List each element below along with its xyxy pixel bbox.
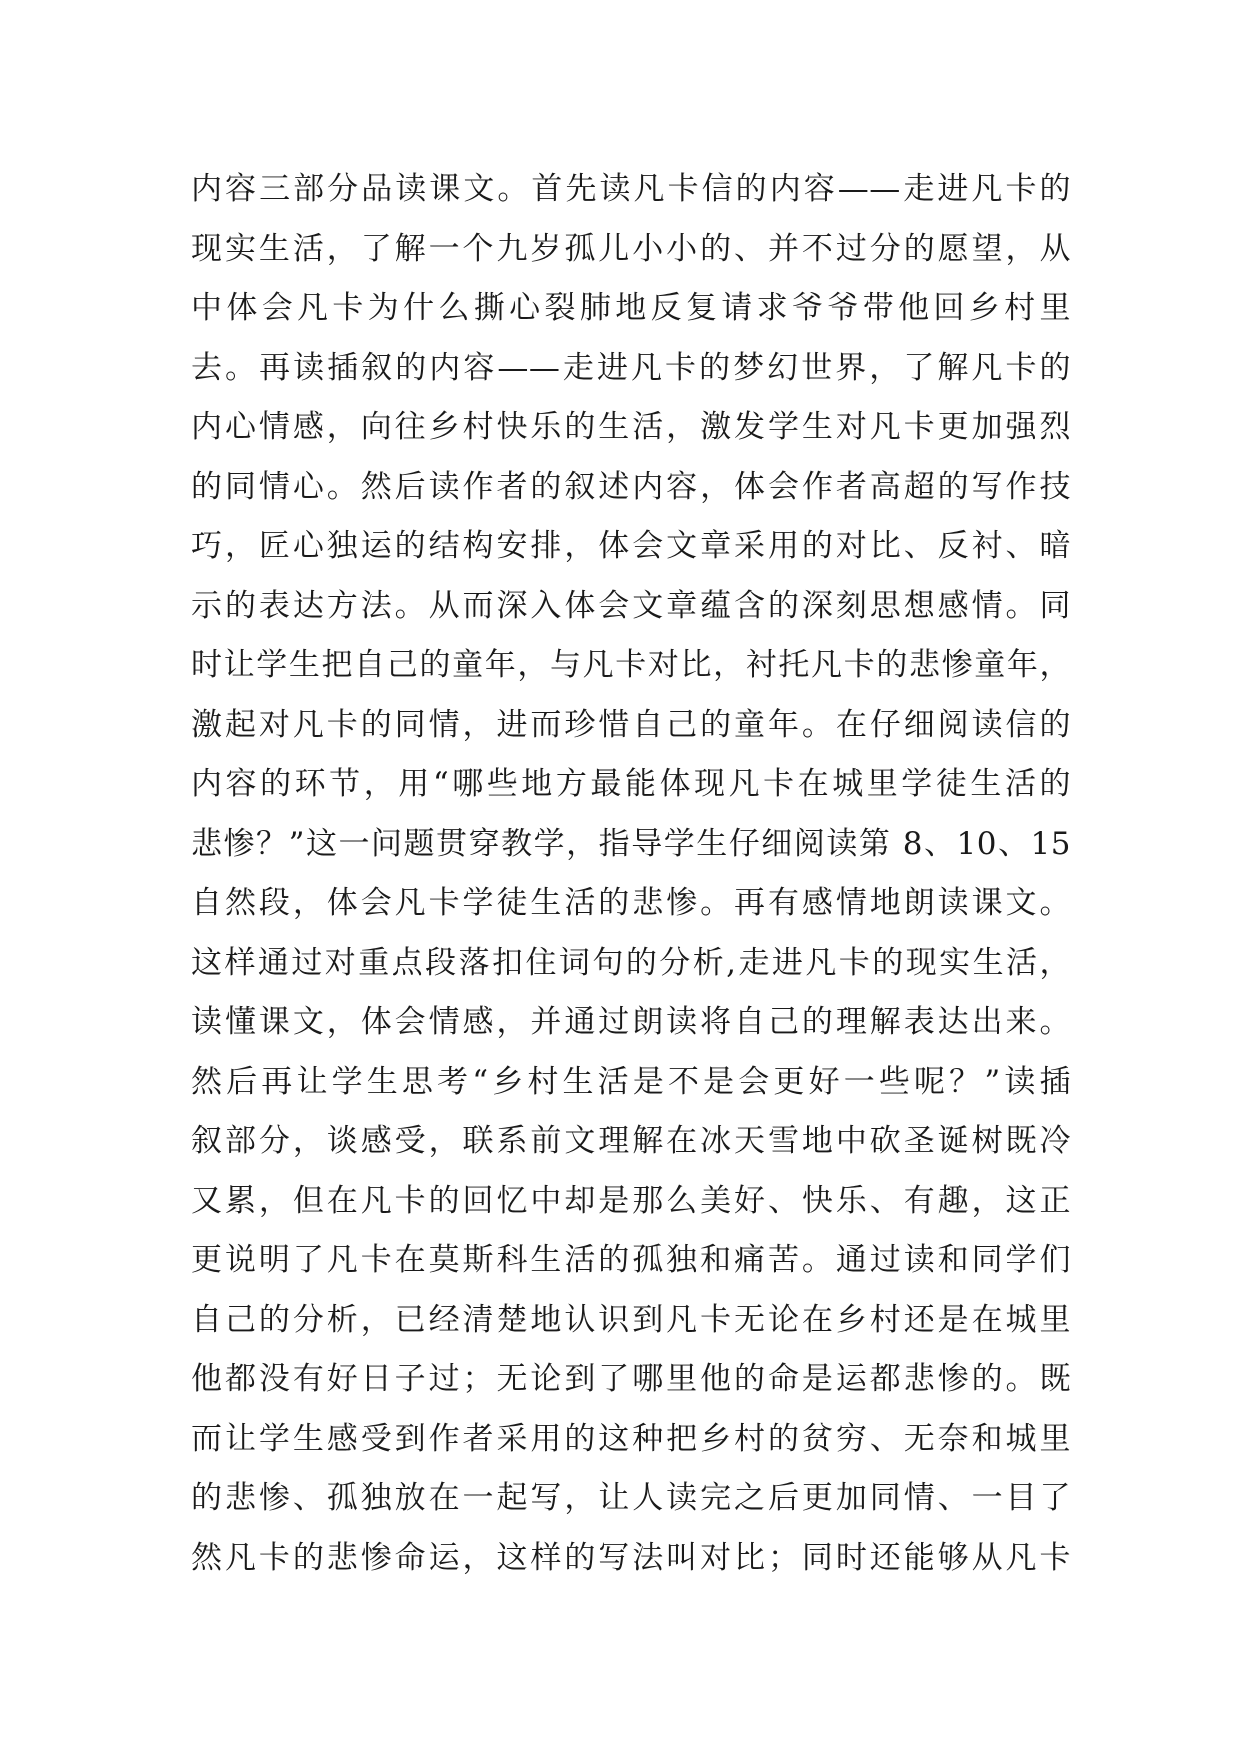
text-line: 他都没有好日子过；无论到了哪里他的命是运都悲惨的。既 xyxy=(191,1361,1071,1397)
text-line: 时让学生把自己的童年，与凡卡对比，衬托凡卡的悲惨童年， xyxy=(191,647,1071,683)
text-line: 更说明了凡卡在莫斯科生活的孤独和痛苦。通过读和同学们 xyxy=(191,1242,1071,1278)
text-line: 内容的环节，用“哪些地方最能体现凡卡在城里学徒生活的 xyxy=(191,766,1071,802)
text-line: 巧，匠心独运的结构安排，体会文章采用的对比、反衬、暗 xyxy=(191,528,1071,564)
text-line: 内容三部分品读课文。首先读凡卡信的内容——走进凡卡的 xyxy=(191,171,1071,207)
text-line: 内心情感，向往乡村快乐的生活，激发学生对凡卡更加强烈 xyxy=(191,409,1071,445)
text-line: 叙部分，谈感受，联系前文理解在冰天雪地中砍圣诞树既冷 xyxy=(191,1123,1071,1159)
text-line: 这样通过对重点段落扣住词句的分析,走进凡卡的现实生活， xyxy=(191,944,1071,981)
text-line: 去。再读插叙的内容——走进凡卡的梦幻世界，了解凡卡的 xyxy=(191,349,1071,386)
text-line: 自己的分析，已经清楚地认识到凡卡无论在乡村还是在城里 xyxy=(191,1301,1071,1338)
text-line: 激起对凡卡的同情，进而珍惜自己的童年。在仔细阅读信的 xyxy=(191,706,1071,743)
text-line: 示的表达方法。从而深入体会文章蕴含的深刻思想感情。同 xyxy=(191,587,1071,624)
text-line: 读懂课文，体会情感，并通过朗读将自己的理解表达出来。 xyxy=(191,1004,1071,1040)
text-line: 的同情心。然后读作者的叙述内容，体会作者高超的写作技 xyxy=(191,468,1071,505)
text-line: 悲惨？”这一问题贯穿教学，指导学生仔细阅读第 8、10、15 xyxy=(191,825,1071,862)
body-text xyxy=(191,160,1071,1588)
text-line: 而让学生感受到作者采用的这种把乡村的贫穷、无奈和城里 xyxy=(191,1420,1071,1457)
text-line: 又累，但在凡卡的回忆中却是那么美好、快乐、有趣，这正 xyxy=(191,1182,1071,1219)
text-line: 然凡卡的悲惨命运，这样的写法叫对比；同时还能够从凡卡 xyxy=(191,1539,1071,1576)
text-line: 自然段，体会凡卡学徒生活的悲惨。再有感情地朗读课文。 xyxy=(191,885,1071,921)
text-line: 的悲惨、孤独放在一起写，让人读完之后更加同情、一目了 xyxy=(191,1480,1071,1516)
text-line: 现实生活，了解一个九岁孤儿小小的、并不过分的愿望，从 xyxy=(191,230,1071,267)
text-line: 中体会凡卡为什么撕心裂肺地反复请求爷爷带他回乡村里 xyxy=(191,290,1071,326)
text-line: 然后再让学生思考“乡村生活是不是会更好一些呢？”读插 xyxy=(191,1063,1071,1100)
